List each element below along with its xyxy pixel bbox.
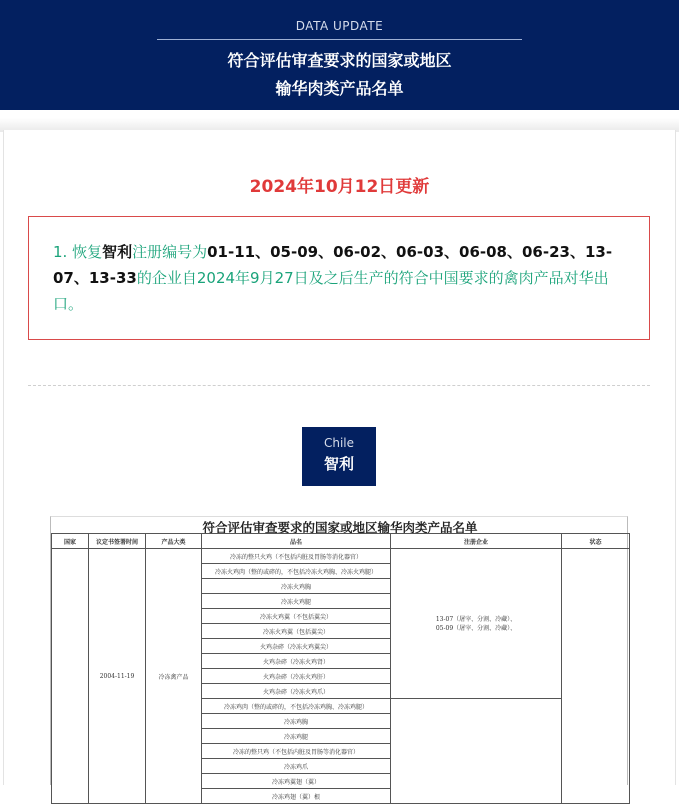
cell-product: 火鸡杂碎（冷冻火鸡肾） [202, 654, 391, 669]
country-label [302, 427, 376, 486]
cell-category: 冷冻禽产品 [146, 549, 202, 804]
cell-product: 冷冻火鸡胸 [202, 579, 391, 594]
cell-product: 冷冻鸡爪 [202, 759, 391, 774]
cell-product: 冷冻火鸡腿 [202, 594, 391, 609]
cell-country [52, 549, 89, 804]
cell-product: 火鸡杂碎（冷冻火鸡肝） [202, 669, 391, 684]
cell-product: 冷冻鸡翅（翼）根 [202, 789, 391, 804]
section-divider [28, 385, 650, 386]
header-country: 国家 [52, 534, 89, 549]
cell-product: 冷冻火鸡肉（整的或碎的，不包括冷冻火鸡胸、冷冻火鸡腿） [202, 564, 391, 579]
header-category: 产品大类 [146, 534, 202, 549]
cell-status [562, 549, 630, 804]
cell-product: 冷冻鸡翼翅（翼） [202, 774, 391, 789]
header-status: 状态 [562, 534, 630, 549]
cell-product: 冷冻的整只火鸡（不包括内脏及胃肠等消化器官） [202, 549, 391, 564]
country-en: Chile [323, 436, 355, 450]
header-title-line2: 输华肉类产品名单 [275, 79, 404, 98]
cell-product: 火鸡杂碎（冷冻火鸡翼尖） [202, 639, 391, 654]
header-title-line1: 符合评估审查要求的国家或地区 [227, 51, 452, 70]
country-zh: 智利 [323, 455, 354, 473]
header-sign-date: 议定书签署时间 [89, 534, 146, 549]
update-date: 2024年10月12日更新 [249, 177, 430, 197]
header-enterprise: 注册企业 [391, 534, 562, 549]
cell-product: 冷冻的整只鸡（不包括内脏及胃肠等消化器官） [202, 744, 391, 759]
cell-product: 冷冻火鸡翼（不包括翼尖） [202, 609, 391, 624]
notice-suffix: 的企业自2024年9月27日及之后生产的符合中国要求的禽肉产品对华出口。 [53, 269, 609, 313]
document-title: 符合评估审查要求的国家或地区输华肉类产品名单 [202, 520, 478, 535]
cell-product: 火鸡杂碎（冷冻火鸡爪） [202, 684, 391, 699]
notice-codes: 01-11、05-09、06-02、06-03、06-08、06-23、13-07、13-33 [53, 243, 613, 287]
table-row [52, 549, 630, 564]
header-subtitle: DATA UPDATE [295, 19, 384, 33]
cell-product: 冷冻鸡腿 [202, 729, 391, 744]
cell-enterprise-group1: 13-07（屠宰、分割、冷藏）、 05-09（屠宰、分割、冷藏）、 [391, 549, 562, 699]
notice-box [28, 216, 650, 340]
cell-product: 冷冻鸡胸 [202, 714, 391, 729]
header-product: 品名 [202, 534, 391, 549]
notice-prefix: 1. 恢复 [53, 243, 103, 261]
table-header-row [52, 534, 630, 549]
header-divider [157, 39, 522, 40]
cell-enterprise-group2 [391, 699, 562, 804]
header-banner [0, 0, 679, 110]
product-table [51, 533, 630, 804]
notice-mid: 注册编号为 [132, 243, 208, 261]
cell-product: 冷冻火鸡翼（包括翼尖） [202, 624, 391, 639]
document-image [50, 516, 628, 801]
notice-company: 智利 [102, 243, 133, 261]
cell-sign-date: 2004-11-19 [89, 549, 146, 804]
cell-product: 冷冻鸡肉（整的或碎的，不包括冷冻鸡胸、冷冻鸡腿） [202, 699, 391, 714]
